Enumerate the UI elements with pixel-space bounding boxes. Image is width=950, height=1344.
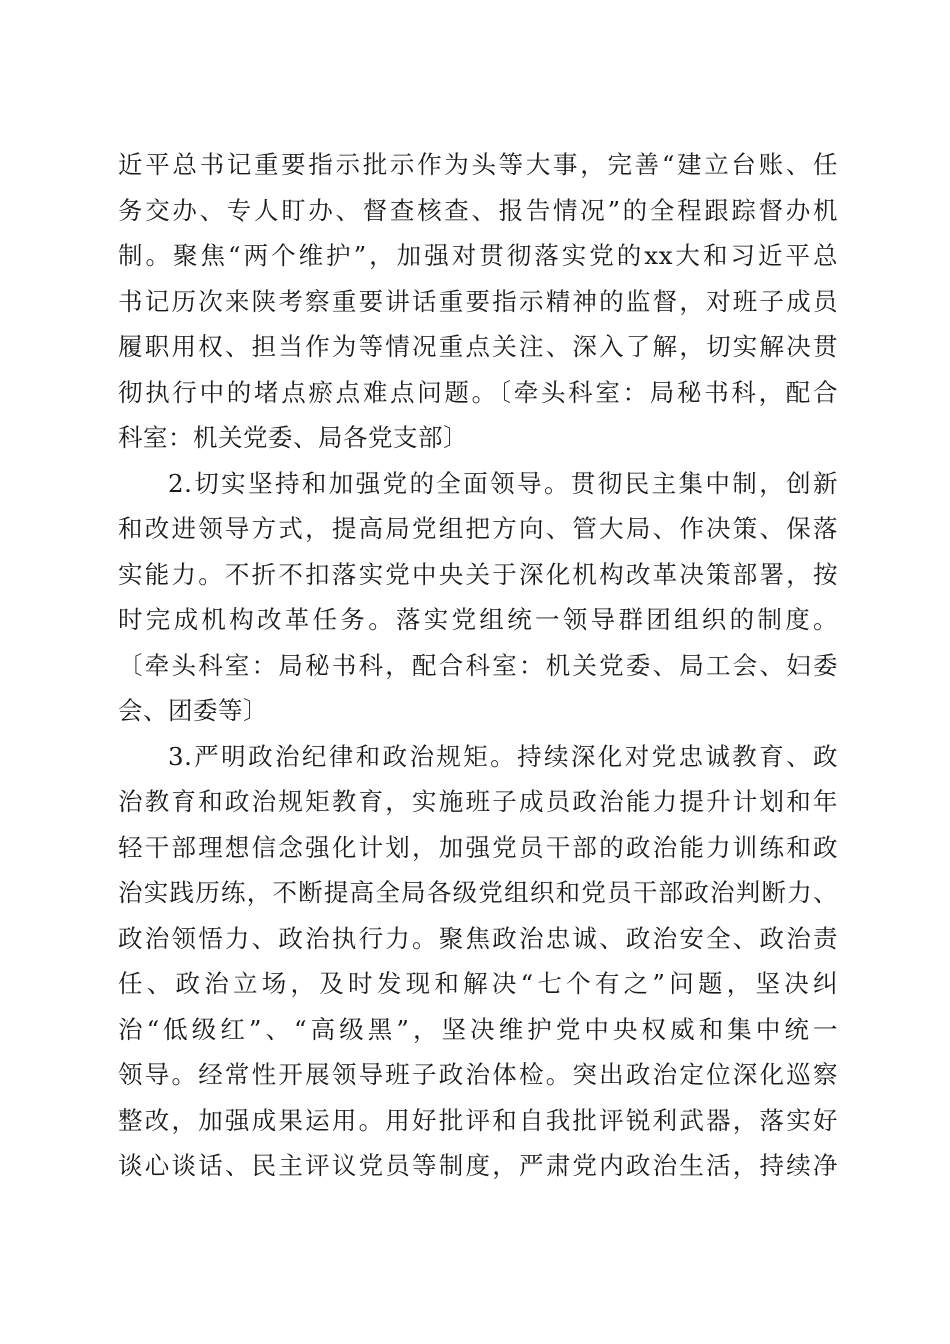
text-line: 和改进领导方式，提高局党组把方向、管大局、作决策、保落 — [118, 514, 838, 543]
text-line: 政治领悟力、政治执行力。聚焦政治忠诚、政治安全、政治责 — [118, 923, 838, 953]
text-line: 整改，加强成果运用。用好批评和自我批评锐利武器，落实好 — [118, 1105, 838, 1135]
text-line: 治教育和政治规矩教育，实施班子成员政治能力提升计划和年 — [118, 787, 838, 816]
text-line: 彻执行中的堵点瘀点难点问题。〔牵头科室：局秘书科，配合 — [118, 377, 838, 407]
text-line: 〔牵头科室：局秘书科，配合科室：机关党委、局工会、妇委 — [118, 650, 838, 680]
text-line: 务交办、专人盯办、督查核查、报告情况”的全程跟踪督办机 — [118, 195, 838, 225]
text-line: 科室：机关党委、局各党支部〕 — [118, 423, 468, 452]
text-line: 书记历次来陕考察重要讲话重要指示精神的监督，对班子成员 — [118, 286, 838, 316]
text-line: 治“低级红”、“高级黑”，坚决维护党中央权威和集中统一 — [118, 1014, 838, 1044]
text-line: 时完成机构改革任务。落实党组统一领导群团组织的制度。 — [118, 605, 838, 634]
paragraph-2-first-line: 2.切实坚持和加强党的全面领导。贯彻民主集中制，创新 — [168, 468, 838, 498]
text-line: 会、团委等〕 — [118, 696, 268, 725]
text-line: 制。聚焦“两个维护”，加强对贯彻落实党的xx大和习近平总 — [118, 241, 838, 270]
text-line: 治实践历练，不断提高全局各级党组织和党员干部政治判断力、 — [118, 878, 838, 907]
body-text — [118, 142, 838, 1189]
text-line: 轻干部理想信念强化计划，加强党员干部的政治能力训练和政 — [118, 832, 838, 862]
text-line: 领导。经常性开展领导班子政治体检。突出政治定位深化巡察 — [118, 1060, 838, 1089]
text-line: 任、政治立场，及时发现和解决“七个有之”问题，坚决纠 — [118, 969, 838, 998]
text-line: 近平总书记重要指示批示作为头等大事，完善“建立台账、任 — [118, 150, 838, 179]
text-line: 履职用权、担当作为等情况重点关注、深入了解，切实解决贯 — [118, 332, 838, 361]
text-line: 实能力。不折不扣落实党中央关于深化机构改革决策部署，按 — [118, 559, 838, 589]
paragraph-3-first-line: 3.严明政治纪律和政治规矩。持续深化对党忠诚教育、政 — [168, 741, 838, 771]
text-line: 谈心谈话、民主评议党员等制度，严肃党内政治生活，持续净 — [118, 1151, 838, 1180]
